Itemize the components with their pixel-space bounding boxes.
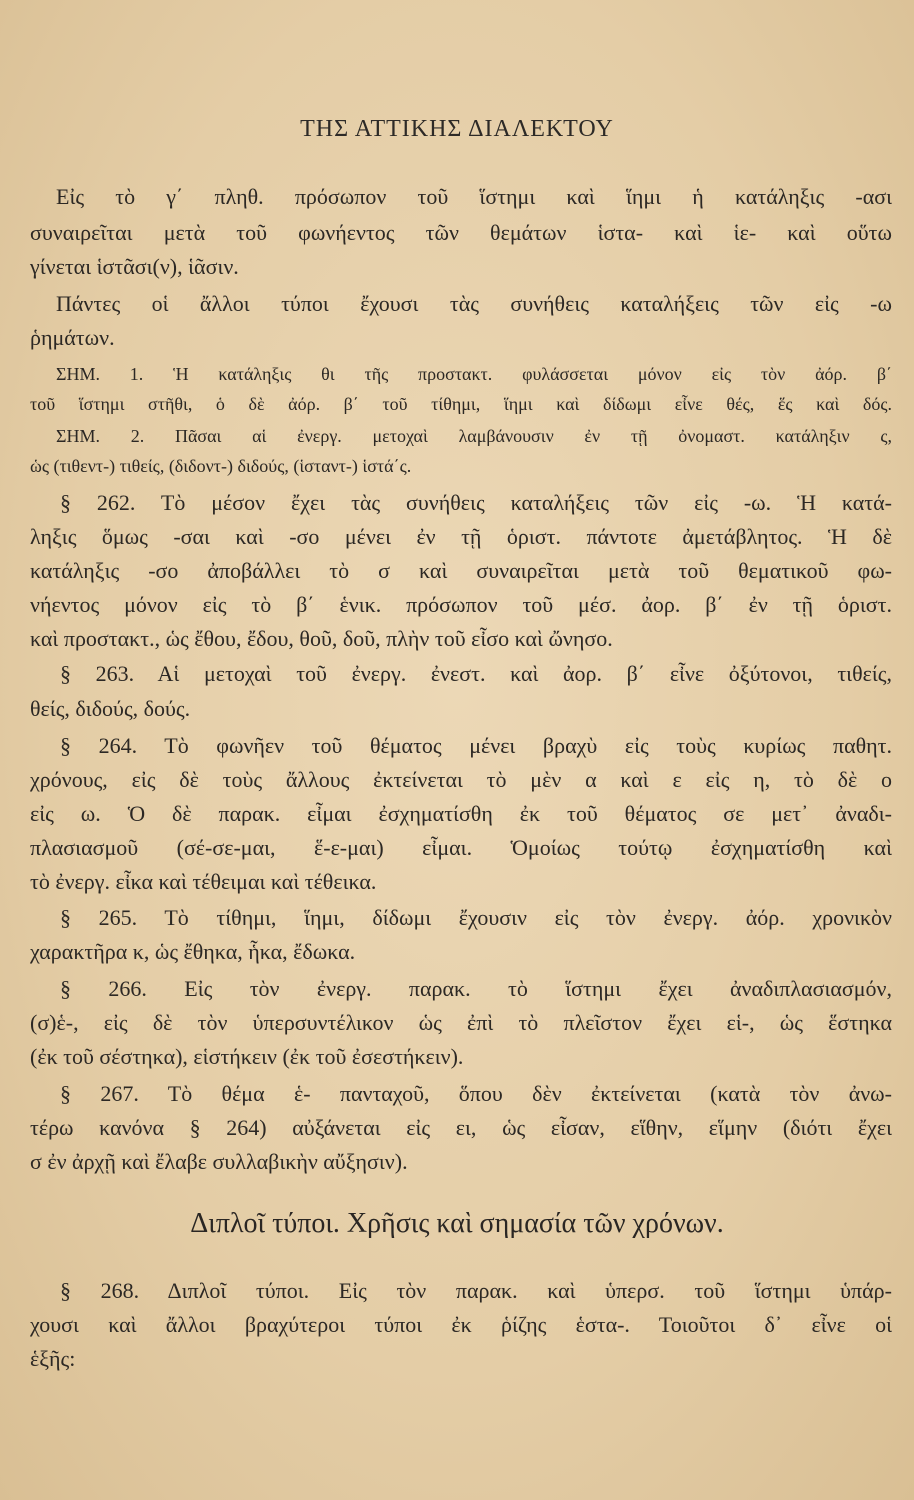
text-line: § 268. Διπλοῖ τύποι. Εἰς τὸν παρακ. καὶ ὑπερσ. τοῦ ἵστημι ὑπάρ- xyxy=(60,1278,892,1303)
text-line: τέρω κανόνα § 264) αὐξάνεται εἰς ει, ὡς εἶσαν, εἵθην, εἵμην (διότι ἔχει xyxy=(30,1115,892,1140)
text-line: Πάντες οἱ ἄλλοι τύποι ἔχουσι τὰς συνήθεις καταλήξεις τῶν εἰς -ω xyxy=(56,291,892,316)
text-line: χρόνους, εἰς δὲ τοὺς ἄλλους ἐκτείνεται τὸ μὲν α καὶ ε εἰς η, τὸ δὲ ο xyxy=(30,767,892,792)
text-line: θείς, διδούς, δούς. xyxy=(30,696,191,721)
text-line: (σ)ἑ-, εἰς δὲ τὸν ὑπερσυντέλικον ὡς ἐπὶ τὸ πλεῖστον ἔχει εἱ-, ὡς ἕστηκα xyxy=(30,1010,892,1035)
text-line: § 267. Τὸ θέμα ἑ- πανταχοῦ, ὅπου δὲν ἐκτείνεται (κατὰ τὸν ἀνω- xyxy=(60,1081,892,1106)
text-line: (ἐκ τοῦ σέστηκα), εἱστήκειν (ἐκ τοῦ ἐσεστήκειν). xyxy=(30,1044,464,1069)
text-line: κατάληξις -σο ἀποβάλλει τὸ σ καὶ συναιρεῖται μετὰ τοῦ θεματικοῦ φω- xyxy=(30,558,892,583)
note-line: ΣΗΜ. 1. Ἡ κατάληξις θι τῆς προστακτ. φυλάσσεται μόνον εἰς τὸν ἀόρ. β΄ xyxy=(56,364,892,384)
text-line: ῥημάτων. xyxy=(30,325,115,350)
note-line: τοῦ ἵστημι στῆθι, ὁ δὲ ἀόρ. β΄ τοῦ τίθημι, ἵημι καὶ δίδωμι εἶνε θές, ἕς καὶ δός. xyxy=(30,394,892,414)
text-line: χαρακτῆρα κ, ὡς ἔθηκα, ἧκα, ἔδωκα. xyxy=(30,939,356,964)
text-line: χουσι καὶ ἄλλοι βραχύτεροι τύποι ἐκ ῥίζης ἑστα-. Τοιοῦτοι δ᾽ εἶνε οἱ xyxy=(30,1312,892,1337)
text-line: § 262. Τὸ μέσον ἔχει τὰς συνήθεις καταλήξεις τῶν εἰς -ω. Ἡ κατά- xyxy=(60,490,892,515)
text-line: πλασιασμοῦ (σέ-σε-μαι, ἕ-ε-μαι) εἶμαι. Ὁμοίως τούτῳ ἐσχηματίσθη καὶ xyxy=(30,835,892,860)
text-line: § 263. Αἱ μετοχαὶ τοῦ ἐνεργ. ἐνεστ. καὶ ἀορ. β΄ εἶνε ὀξύτονοι, τιθείς, xyxy=(60,661,892,686)
section-heading: Διπλοῖ τύποι. Χρῆσις καὶ σημασία τῶν χρόνων. xyxy=(190,1208,724,1239)
text-line: ληξις ὅμως -σαι καὶ -σο μένει ἐν τῇ ὁριστ. πάντοτε ἀμετάβλητος. Ἡ δὲ xyxy=(30,524,892,549)
text-line: § 264. Τὸ φωνῆεν τοῦ θέματος μένει βραχὺ εἰς τοὺς κυρίως παθητ. xyxy=(60,733,892,758)
text-line: σ ἐν ἀρχῇ καὶ ἔλαβε συλλαβικὴν αὔξησιν). xyxy=(30,1149,408,1174)
note-line: ΣΗΜ. 2. Πᾶσαι αἱ ἐνεργ. μετοχαὶ λαμβάνουσιν ἐν τῇ ὀνομαστ. κατάληξιν ς, xyxy=(56,426,892,446)
text-line: γίνεται ἱστᾶσι(ν), ἱᾶσιν. xyxy=(30,254,239,279)
text-line: § 265. Τὸ τίθημι, ἵημι, δίδωμι ἔχουσιν εἰς τὸν ἐνεργ. ἀόρ. χρονικὸν xyxy=(60,905,892,930)
text-line: καὶ προστακτ., ὡς ἔθου, ἔδου, θοῦ, δοῦ, πλὴν τοῦ εἶσο καὶ ὤνησο. xyxy=(30,626,613,651)
text-line: Εἰς τὸ γ΄ πληθ. πρόσωπον τοῦ ἵστημι καὶ ἵημι ἡ κατάληξις -ασι xyxy=(56,184,892,209)
text-line: νήεντος μόνον εἰς τὸ β΄ ἑνικ. πρόσωπον τοῦ μέσ. ἀορ. β΄ ἐν τῇ ὁριστ. xyxy=(30,592,892,617)
text-line: συναιρεῖται μετὰ τοῦ φωνήεντος τῶν θεμάτων ἱστα- καὶ ἱε- καὶ οὕτω xyxy=(30,220,892,245)
text-line: ἑξῆς: xyxy=(30,1346,76,1371)
note-line: ὡς (τιθεντ-) τιθείς, (διδοντ-) διδούς, (ἱσταντ-) ἱστά΄ς. xyxy=(30,456,412,476)
running-header: ΤΗΣ ΑΤΤΙΚΗΣ ΔΙΑΛΕΚΤΟΥ xyxy=(300,116,614,142)
text-line: εἰς ω. Ὁ δὲ παρακ. εἶμαι ἐσχηματίσθη ἐκ τοῦ θέματος σε μετ᾽ ἀναδι- xyxy=(30,801,892,826)
text-line: § 266. Εἰς τὸν ἐνεργ. παρακ. τὸ ἵστημι ἔχει ἀναδιπλασιασμόν, xyxy=(60,976,892,1001)
text-line: τὸ ἐνεργ. εἶκα καὶ τέθειμαι καὶ τέθεικα. xyxy=(30,869,377,894)
